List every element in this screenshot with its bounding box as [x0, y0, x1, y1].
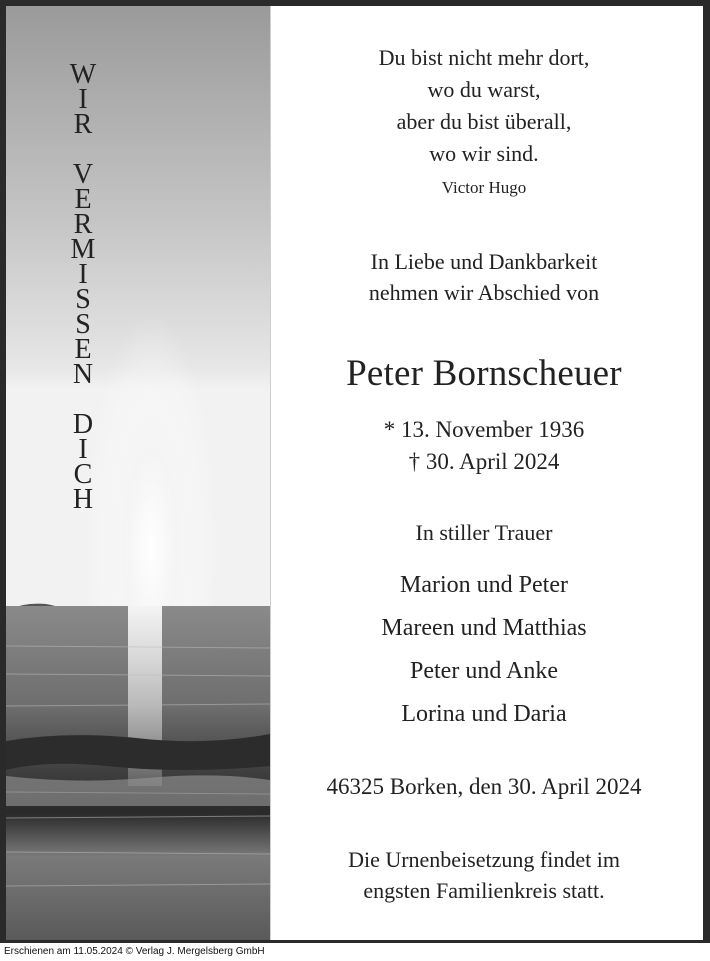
closing-line: engsten Familienkreis statt. [363, 878, 605, 903]
motto-letter: S [75, 284, 91, 315]
motto-letter: I [78, 434, 88, 465]
poem [284, 42, 684, 170]
motto-letter: R [73, 109, 93, 140]
motto-letter: I [78, 259, 88, 290]
motto-letter: W [69, 59, 97, 90]
motto-letter: D [72, 409, 94, 440]
poem-line: Du bist nicht mehr dort, [378, 45, 590, 70]
poem-author: Victor Hugo [441, 178, 527, 197]
obituary-text [284, 6, 684, 940]
motto-letter: H [72, 484, 94, 515]
poem-line: aber du bist überall, [396, 109, 572, 134]
motto-letter: M [70, 234, 96, 265]
publication-note: Erschienen am 11.05.2024 © Verlag J. Mergelsberg GmbH [4, 946, 265, 957]
motto-letter: V [72, 159, 94, 190]
mourners-list [284, 564, 684, 736]
mourner-names: Mareen und Matthias [381, 615, 587, 641]
poem-line: wo du warst, [427, 77, 541, 102]
mourner-names: Marion und Peter [400, 572, 568, 598]
birth-date: * 13. November 1936 [383, 417, 585, 442]
motto-letter: I [78, 84, 88, 115]
motto-letter: N [72, 359, 94, 390]
vertical-motto [66, 59, 100, 515]
poem-line: wo wir sind. [429, 141, 539, 166]
intro-line: nehmen wir Abschied von [368, 280, 600, 305]
deceased-name: Peter Bornscheuer [346, 353, 622, 394]
intro-line: In Liebe und Dankbarkeit [370, 249, 598, 274]
closing-line: Die Urnenbeisetzung findet im [348, 847, 620, 872]
obituary-card [6, 6, 703, 940]
mourning-title: In stiller Trauer [415, 520, 553, 545]
publication-footer [0, 943, 710, 961]
death-date: † 30. April 2024 [408, 449, 560, 474]
motto-letter: R [73, 209, 93, 240]
place-and-date: 46325 Borken, den 30. April 2024 [326, 774, 642, 799]
motto-letter: C [73, 459, 93, 490]
sea-sunset-image [6, 6, 271, 940]
motto-letter: S [75, 309, 91, 340]
motto-letter: E [74, 334, 92, 365]
sea-photo [6, 6, 270, 940]
mourner-names: Lorina und Daria [401, 701, 567, 727]
intro-text [284, 246, 684, 308]
motto-letter: E [74, 184, 92, 215]
mourner-names: Peter und Anke [410, 658, 558, 684]
closing-note [284, 844, 684, 906]
life-dates [284, 414, 684, 478]
